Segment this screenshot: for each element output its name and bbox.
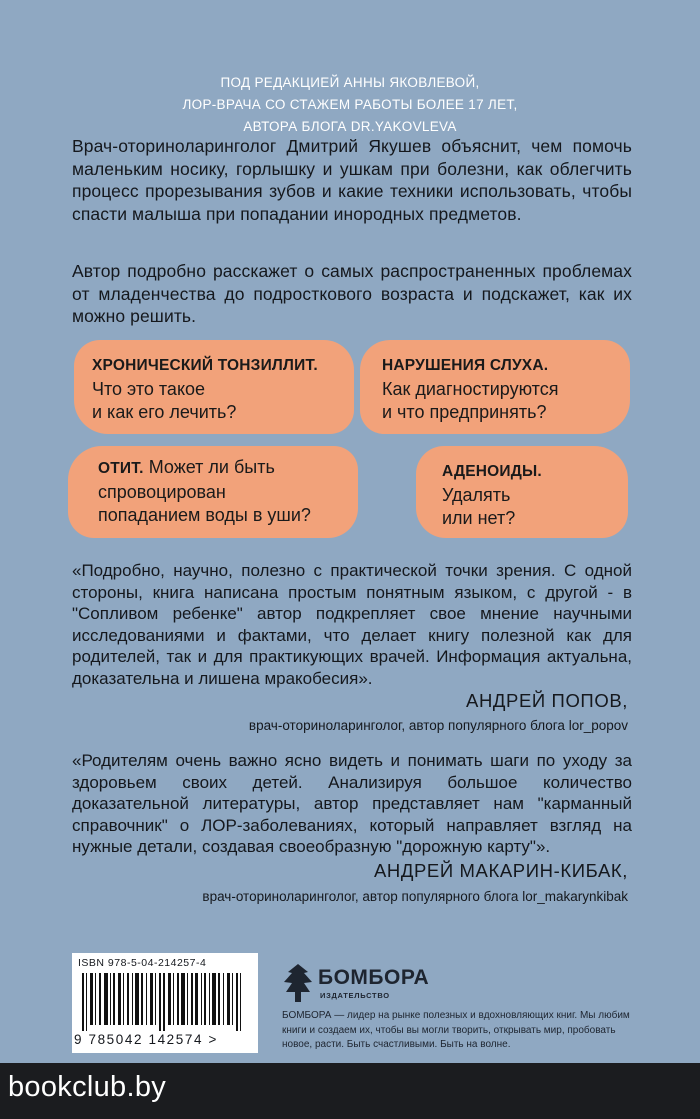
bombora-logo-icon [282, 962, 314, 1004]
bubble-line: или нет? [442, 508, 516, 528]
review-author-1: АНДРЕЙ ПОПОВ, [466, 690, 628, 711]
bubble-heading: АДЕНОИДЫ. [442, 463, 542, 480]
isbn-number: ISBN 978-5-04-214257-4 [78, 957, 207, 969]
bubble-heading: ОТИТ. [98, 460, 144, 477]
topic-bubble-tonsillitis [74, 340, 354, 434]
intro-paragraph-2: Автор подробно расскажет о самых распространенных проблемах от младенчества до подросткового возраста и подскажет, как их можно решить. [72, 261, 632, 326]
bubble-line: спровоцирован [98, 481, 226, 502]
bubble-line: Может ли быть [148, 457, 275, 477]
topic-bubble-adenoids [416, 446, 628, 538]
publisher-name: БОМБОРА [318, 966, 430, 989]
bubble-line: Что это такое [92, 378, 206, 399]
bubble-line: Удалять [442, 484, 511, 505]
barcode-icon [82, 973, 248, 1031]
publisher-subtitle: ИЗДАТЕЛЬСТВО [320, 991, 390, 1000]
review-author-1-title: врач-оториноларинголог, автор популярного блога lor_popov [248, 718, 628, 733]
review-author-2-title: врач-оториноларинголог, автор популярного блога lor_makarynkibak [202, 889, 628, 904]
review-author-2: АНДРЕЙ МАКАРИН-КИБАК, [373, 860, 628, 881]
editor-line-2: ЛОР-ВРАЧА СО СТАЖЕМ РАБОТЫ БОЛЕЕ 17 ЛЕТ, [182, 97, 518, 112]
site-watermark: bookclub.by [8, 1071, 167, 1103]
bubble-line: попаданием воды в уши? [98, 505, 311, 525]
topic-bubble-otitis [68, 446, 358, 538]
editor-line-3: АВТОРА БЛОГА DR.YAKOVLEVA [243, 119, 457, 134]
topic-bubble-hearing [360, 340, 630, 434]
site-footer [0, 1063, 700, 1119]
publisher-description: БОМБОРА — лидер на рынке полезных и вдохновляющих книг. Мы любим книги и создаем их, чтобы вы могли творить, открывать мир, пробовать новое, расти. Быть счастливыми. Быть на волне. [282, 1010, 630, 1050]
review-quote-1: «Подробно, научно, полезно с практической точки зрения. С одной стороны, книга написана простым понятным языком, с другой - в "Сопливом ребенке" автор подкрепляет свое мнение научными исследованиями и фактами, что делает книгу полезной как для родителей, так и для практикующих врачей. Информация актуальна, доказательна и лишена мракобесия». [72, 561, 632, 688]
editor-credit [0, 72, 700, 138]
bubble-line: и как его лечить? [92, 402, 237, 422]
review-quote-2: «Родителям очень важно ясно видеть и понимать шаги по уходу за здоровьем своих детей. Анализируя большое количество доказательной литературы, автор представляет нам "карманный справочник" о ЛОР-заболеваниях, который направляет взгляд на нужные детали, создавая своеобразную "дорожную карту"». [72, 751, 632, 856]
barcode-digits: 9 785042 142574 > [74, 1032, 218, 1047]
barcode-box [72, 953, 258, 1053]
bubble-line: и что предпринять? [382, 402, 547, 422]
bubble-heading: ХРОНИЧЕСКИЙ ТОНЗИЛЛИТ. [92, 357, 318, 374]
bubble-heading: НАРУШЕНИЯ СЛУХА. [382, 357, 549, 374]
editor-line-1: ПОД РЕДАКЦИЕЙ АННЫ ЯКОВЛЕВОЙ, [220, 75, 480, 90]
intro-paragraph: Врач-оториноларинголог Дмитрий Якушев объяснит, чем помочь маленьким носику, горлышку и ушкам при болезни, как облегчить процесс прорезывания зубов и какие техники использовать, чтобы спасти малыша при попадании инородных предметов. [72, 136, 632, 224]
bubble-line: Как диагностируются [382, 378, 559, 399]
